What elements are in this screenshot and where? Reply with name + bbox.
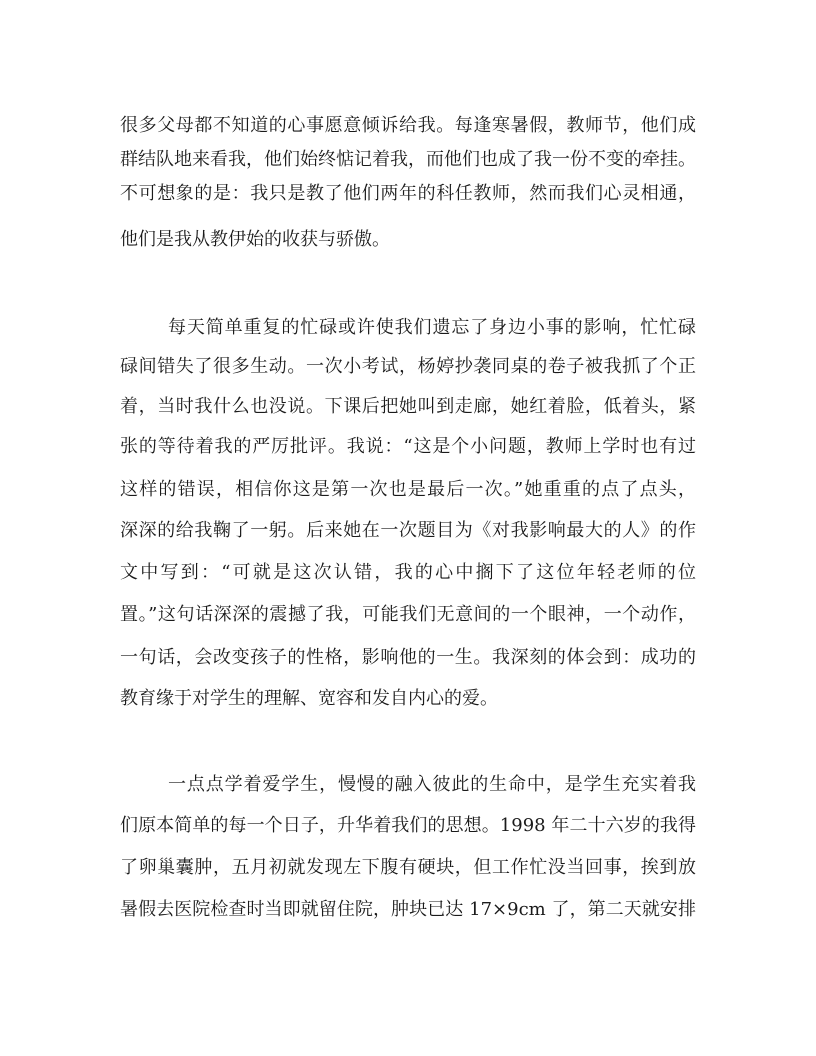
paragraph-3-line: 了卵巢囊肿，五月初就发现左下腹有硬块，但工作忙没当回事，挨到放 — [120, 857, 696, 878]
paragraph-2-line: 一句话，会改变孩子的性格，影响他的一生。我深刻的体会到：成功的 — [120, 647, 696, 668]
paragraph-2-line: 张的等待着我的严厉批评。我说：“这是个小问题，教师上学时也有过 — [120, 436, 696, 457]
paragraph-2-line: 每天简单重复的忙碌或许使我们遗忘了身边小事的影响，忙忙碌 — [168, 317, 696, 338]
paragraph-1-line: 他们是我从教伊始的收获与骄傲。 — [120, 229, 390, 250]
paragraph-2-line: 碌间错失了很多生动。一次小考试，杨婷抄袭同桌的卷子被我抓了个正 — [120, 356, 696, 377]
paragraph-2-line: 置。”这句话深深的震撼了我，可能我们无意间的一个眼神，一个动作， — [120, 604, 696, 625]
paragraph-3-line: 们原本简单的每一个日子，升华着我们的思想。1998 年二十六岁的我得 — [120, 815, 696, 836]
paragraph-1-line: 很多父母都不知道的心事愿意倾诉给我。每逢寒暑假，教师节，他们成 — [120, 115, 696, 136]
paragraph-1-line: 不可想象的是：我只是教了他们两年的科任教师，然而我们心灵相通， — [120, 183, 696, 204]
paragraph-1-line: 群结队地来看我，他们始终惦记着我，而他们也成了我一份不变的牵挂。 — [120, 149, 696, 170]
paragraph-2-line: 文中写到：“可就是这次认错，我的心中搁下了这位年轻老师的位 — [120, 562, 696, 583]
paragraph-2-line: 教育缘于对学生的理解、宽容和发自内心的爱。 — [120, 688, 498, 709]
paragraph-2-line: 着，当时我什么也没说。下课后把她叫到走廊，她红着脸，低着头，紧 — [120, 396, 696, 417]
paragraph-2-line: 深深的给我鞠了一躬。后来她在一次题目为《对我影响最大的人》的作 — [120, 520, 696, 541]
paragraph-3-line: 暑假去医院检查时当即就留住院，肿块已达 17×9cm 了，第二天就安排 — [120, 899, 696, 920]
paragraph-3-line: 一点点学着爱学生，慢慢的融入彼此的生命中，是学生充实着我 — [168, 774, 696, 795]
paragraph-2-line: 这样的错误，相信你这是第一次也是最后一次。”她重重的点了点头， — [120, 479, 696, 500]
